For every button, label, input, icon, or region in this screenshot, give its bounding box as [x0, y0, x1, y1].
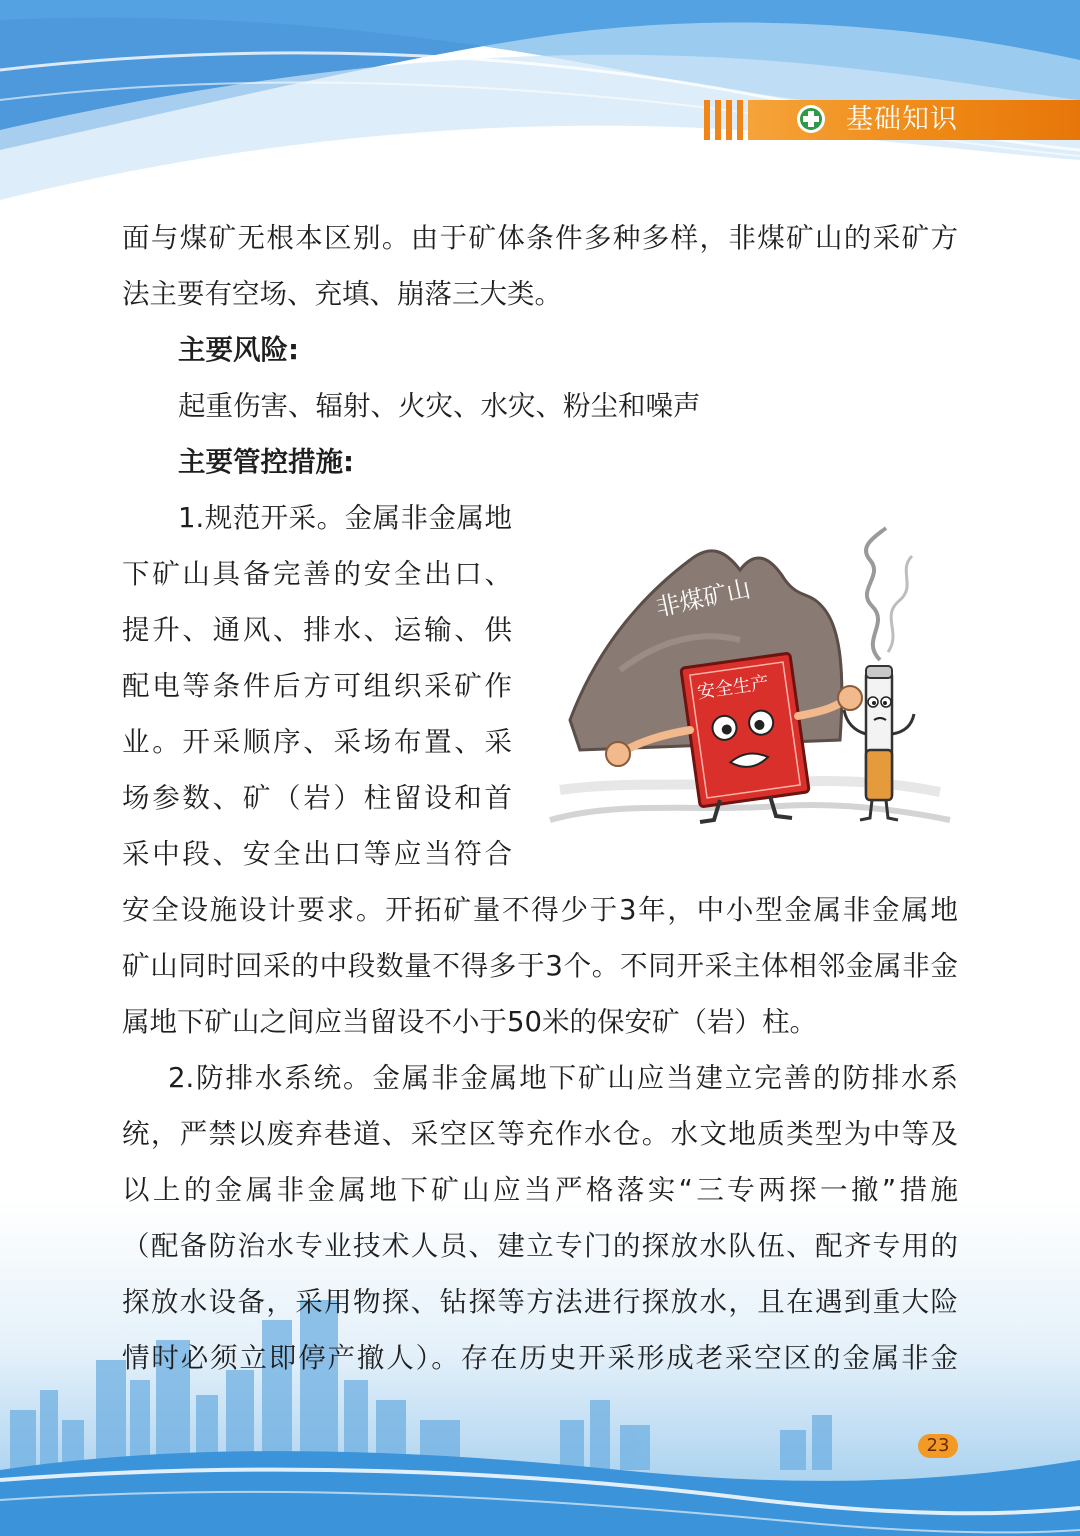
section-title: 基础知识	[846, 104, 958, 135]
item2-line: 情时必须立即停产撤人）。存在历史开采形成老采空区的金属非金	[122, 1342, 958, 1374]
item1-line: 属地下矿山之间应当留设不小于50米的保安矿（岩）柱。	[122, 1006, 817, 1038]
risk-heading: 主要风险:	[178, 334, 299, 366]
item2-line: （配备防治水专业技术人员、建立专门的探放水队伍、配齐专用的	[122, 1230, 958, 1262]
mountain-label: 非煤矿山	[653, 574, 754, 622]
item1-line: 场参数、矿（岩）柱留设和首	[122, 782, 512, 814]
item1-line: 矿山同时回采的中段数量不得多于3个。不同开采主体相邻金属非金	[122, 950, 958, 982]
page-number: 23	[918, 1434, 958, 1458]
item2-line: 以上的金属非金属地下矿山应当严格落实“三专两探一撤”措施	[122, 1174, 958, 1206]
measures-heading: 主要管控措施:	[178, 446, 354, 478]
item1-line: 提升、通风、排水、运输、供	[122, 614, 512, 646]
item1-line: 采中段、安全出口等应当符合	[122, 838, 512, 870]
item2-line: 2.防排水系统。金属非金属地下矿山应当建立完善的防排水系	[168, 1062, 958, 1094]
item1-line: 业。开采顺序、采场布置、采	[122, 726, 512, 758]
item1-line: 配电等条件后方可组织采矿作	[122, 670, 512, 702]
item1-line: 下矿山具备完善的安全出口、	[122, 558, 512, 590]
safety-cross-icon	[796, 104, 826, 134]
paragraph-line: 面与煤矿无根本区别。由于矿体条件多种多样，非煤矿山的采矿方	[122, 222, 958, 254]
item1-line: 1.规范开采。金属非金属地	[178, 502, 512, 534]
header-stripes	[704, 100, 744, 140]
item2-line: 统，严禁以废弃巷道、采空区等充作水仓。水文地质类型为中等及	[122, 1118, 958, 1150]
paragraph-line: 法主要有空场、充填、崩落三大类。	[122, 278, 562, 310]
item2-line: 探放水设备，采用物探、钻探等方法进行探放水，且在遇到重大险	[122, 1286, 958, 1318]
book-label: 安全生产	[695, 672, 771, 704]
mine-safety-illustration	[540, 520, 960, 840]
risk-text: 起重伤害、辐射、火灾、水灾、粉尘和噪声	[178, 390, 701, 422]
item1-line: 安全设施设计要求。开拓矿量不得少于3年，中小型金属非金属地	[122, 894, 958, 926]
